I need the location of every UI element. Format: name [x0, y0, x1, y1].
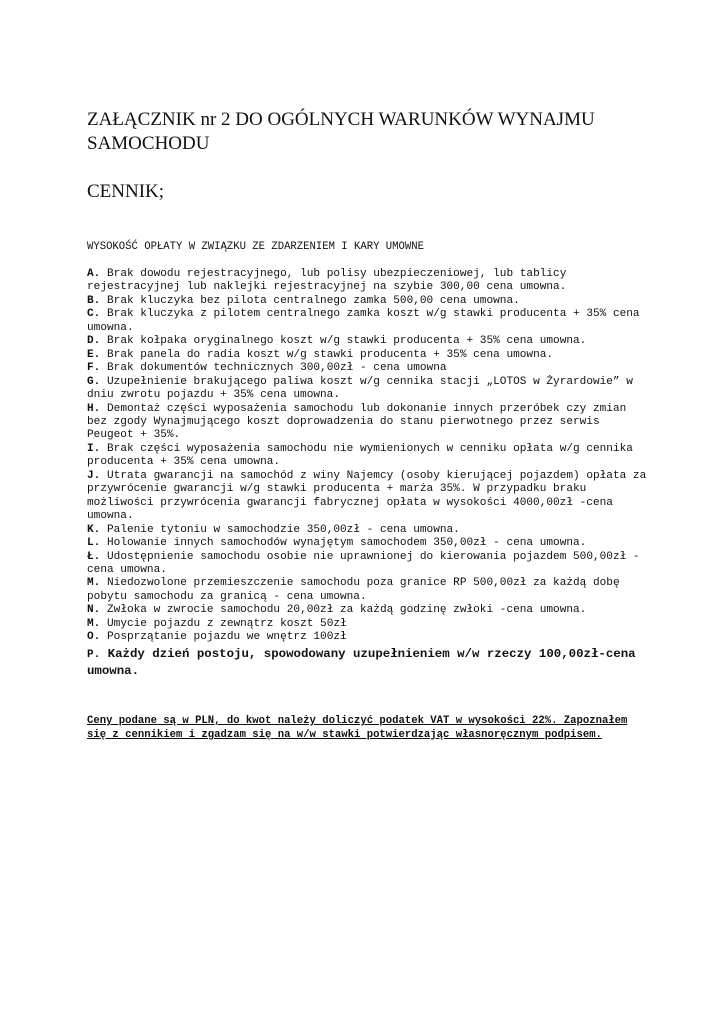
item-letter: O. — [87, 631, 101, 644]
item-letter: M. — [87, 617, 101, 630]
item-text: Brak kluczyka bez pilota centralnego zamka 500,00 cena umowna. — [107, 294, 520, 307]
fee-item — [87, 551, 647, 578]
fee-item — [87, 403, 647, 443]
fee-item — [87, 362, 647, 375]
item-text: Brak kluczyka z pilotem centralnego zamka koszt w/g stawki producenta + 35% cena umowna. — [87, 308, 640, 334]
fee-item — [87, 470, 647, 524]
item-text: Brak dokumentów technicznych 300,00zł - cena umowna — [107, 362, 447, 375]
item-letter: C. — [87, 308, 101, 321]
fee-list — [87, 268, 647, 679]
item-letter: N. — [87, 604, 101, 617]
item-text: Niedozwolone przemieszczenie samochodu poza granice RP 500,00zł za każdą dobę pobytu samochodu za granicą - cena umowna. — [87, 577, 620, 603]
fee-item — [87, 295, 647, 308]
item-text: Brak kołpaka oryginalnego koszt w/g stawki producenta + 35% cena umowna. — [107, 335, 587, 348]
item-letter: I. — [87, 442, 101, 455]
fee-item — [87, 335, 647, 348]
item-text: Holowanie innych samochodów wynajętym samochodem 350,00zł - cena umowna. — [107, 537, 587, 550]
item-text: Palenie tytoniu w samochodzie 350,00zł - cena umowna. — [107, 523, 460, 536]
item-letter: J. — [87, 469, 101, 482]
item-letter: B. — [87, 294, 101, 307]
item-text: Uzupełnienie brakującego paliwa koszt w/g cennika stacji „LOTOS w Żyrardowie” w dniu zwrotu pojazdu + 35% cena umowna. — [87, 375, 633, 402]
fee-item — [87, 308, 647, 335]
item-letter: E. — [87, 348, 101, 361]
item-letter: D. — [87, 335, 101, 348]
fee-item-emphasized — [87, 646, 647, 679]
fee-item — [87, 631, 647, 644]
item-text: Posprzątanie pojazdu we wnętrz 100zł — [107, 631, 347, 644]
price-list-heading: CENNIK; — [87, 181, 165, 202]
item-letter: F. — [87, 362, 101, 375]
item-letter: L. — [87, 537, 101, 550]
vat-acknowledgement-note: Ceny podane są w PLN, do kwot należy doliczyć podatek VAT w wysokości 22%. Zapoznałem się z cennikiem i zgadzam się na w/w stawki potwierdzając własnoręcznym podpisem. — [87, 715, 628, 741]
fee-item — [87, 618, 647, 631]
item-letter: K. — [87, 523, 101, 536]
item-text: Umycie pojazdu z zewnątrz koszt 50zł — [107, 617, 347, 630]
item-letter: G. — [87, 375, 101, 388]
item-text: Zwłoka w zwrocie samochodu 20,00zł za każdą godzinę zwłoki -cena umowna. — [107, 604, 587, 617]
fee-item — [87, 577, 647, 604]
fee-item — [87, 524, 647, 537]
fee-item — [87, 349, 647, 362]
item-text: Każdy dzień postoju, spowodowany uzupełnieniem w/w rzeczy 100,00zł-cena umowna. — [87, 646, 636, 678]
item-text: Brak części wyposażenia samochodu nie wymienionych w cenniku opłata w/g cennika producenta + 35% cena umowna. — [87, 442, 633, 469]
item-text: Brak panela do radia koszt w/g stawki producenta + 35% cena umowna. — [107, 348, 554, 361]
item-text: Brak dowodu rejestracyjnego, lub polisy ubezpieczeniowej, lub tablicy rejestracyjnej lub naklejki rejestracyjnej na szybie 300,00 cena umowna. — [87, 268, 567, 294]
item-text: Utrata gwarancji na samochód z winy Najemcy (osoby kierującej pojazdem) opłata za przywrócenie gwarancji w/g stawki producenta + marża 35%. W przypadku braku możliwości przywrócenia gwarancji fabrycznej opłata w wysokości 4000,00zł -cena umowna. — [87, 469, 647, 523]
item-letter: Ł. — [87, 550, 101, 563]
fee-item — [87, 268, 647, 295]
section-heading: WYSOKOŚĆ OPŁATY W ZWIĄZKU ZE ZDARZENIEM I KARY UMOWNE — [87, 241, 424, 253]
item-text: Demontaż części wyposażenia samochodu lub dokonanie innych przeróbek czy zmian bez zgody Wynajmującego koszt doprowadzenia do stanu pierwotnego przez serwis Peugeot + 35%. — [87, 402, 627, 442]
item-letter: A. — [87, 268, 101, 280]
item-letter: H. — [87, 402, 101, 415]
item-text: Udostępnienie samochodu osobie nie uprawnionej do kierowania pojazdem 500,00zł - cena umowna. — [87, 550, 640, 576]
fee-item — [87, 604, 647, 617]
document-title: ZAŁĄCZNIK nr 2 DO OGÓLNYCH WARUNKÓW WYNAJMU SAMOCHODU — [87, 109, 595, 154]
item-letter: M. — [87, 577, 101, 590]
item-letter: P. — [87, 648, 101, 661]
fee-item — [87, 537, 647, 550]
fee-item — [87, 376, 647, 403]
fee-item — [87, 443, 647, 470]
